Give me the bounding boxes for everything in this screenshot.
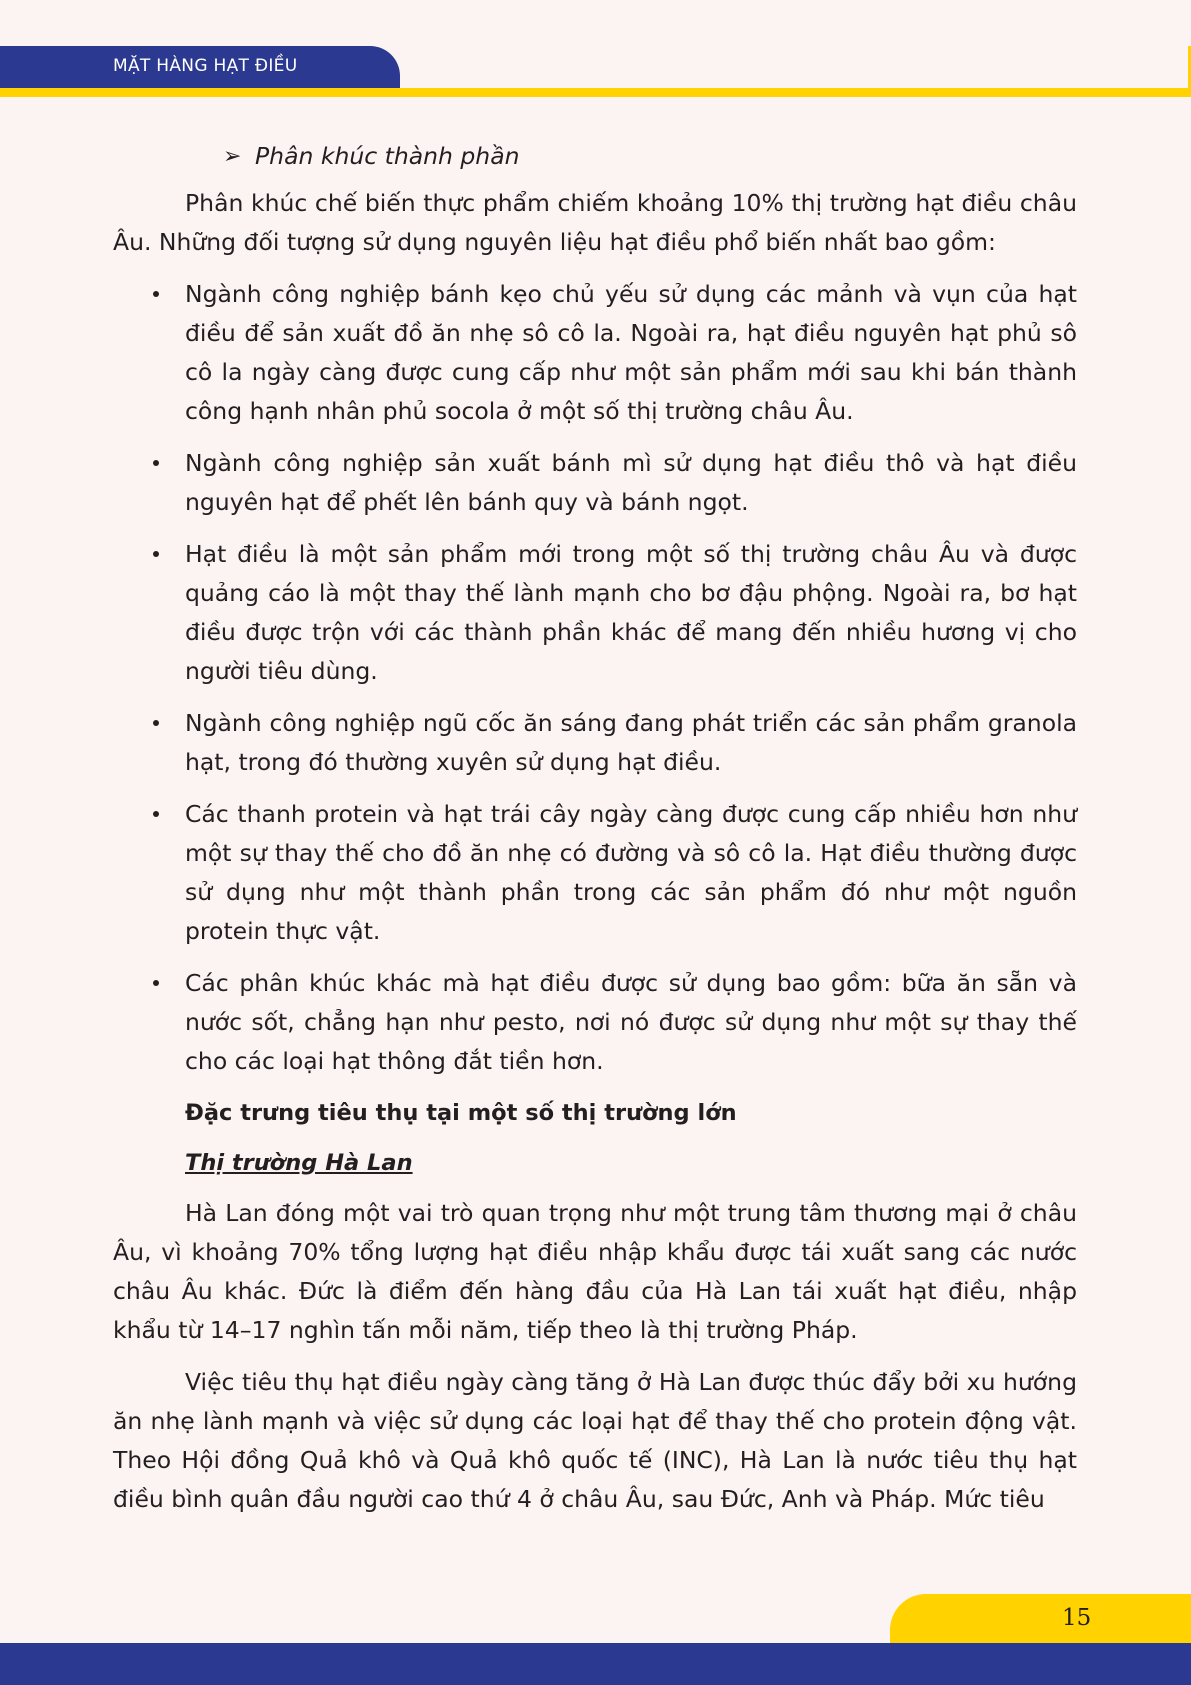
bullet-dot-icon <box>153 551 159 557</box>
bullet-dot-icon <box>153 980 159 986</box>
section-heading: Đặc trưng tiêu thụ tại một số thị trường lớn <box>185 1100 737 1126</box>
bullet-dot-icon <box>153 720 159 726</box>
list-item <box>113 275 1077 431</box>
footer-bar <box>0 1643 1191 1685</box>
page-content <box>113 137 1077 1532</box>
bullet-dot-icon <box>153 291 159 297</box>
list-item-text: Các thanh protein và hạt trái cây ngày càng được cung cấp nhiều hơn như một sự thay thế cho đồ ăn nhẹ có đường và sô cô la. Hạt điều thường được sử dụng như một thành phần trong các sản phẩm đó như một nguồn protein thực vật. <box>185 800 1077 945</box>
bullet-list <box>113 275 1077 1081</box>
list-item <box>113 535 1077 691</box>
list-item <box>113 704 1077 782</box>
body-paragraph-2: Việc tiêu thụ hạt điều ngày càng tăng ở Hà Lan được thúc đẩy bởi xu hướng ăn nhẹ lành mạnh và việc sử dụng các loại hạt để thay thế cho protein động vật. Theo Hội đồng Quả khô và Quả khô quốc tế (INC), Hà Lan là nước tiêu thụ hạt điều bình quân đầu người cao thứ 4 ở châu Âu, sau Đức, Anh và Pháp. Mức tiêu <box>113 1368 1077 1513</box>
intro-paragraph: Phân khúc chế biến thực phẩm chiếm khoảng 10% thị trường hạt điều châu Âu. Những đối tượng sử dụng nguyên liệu hạt điều phổ biến nhất bao gồm: <box>113 189 1077 256</box>
arrow-bullet-icon: ➢ <box>223 144 242 169</box>
list-item <box>113 964 1077 1081</box>
list-item-text: Các phân khúc khác mà hạt điều được sử dụng bao gồm: bữa ăn sẵn và nước sốt, chẳng hạn như pesto, nơi nó được sử dụng như một sự thay thế cho các loại hạt thông đắt tiền hơn. <box>185 969 1077 1075</box>
footer-tab <box>890 1594 1191 1644</box>
list-item-text: Ngành công nghiệp sản xuất bánh mì sử dụng hạt điều thô và hạt điều nguyên hạt để phết lên bánh quy và bánh ngọt. <box>185 449 1077 516</box>
market-heading: Thị trường Hà Lan <box>185 1150 413 1176</box>
bullet-dot-icon <box>153 460 159 466</box>
body-paragraph-1: Hà Lan đóng một vai trò quan trọng như một trung tâm thương mại ở châu Âu, vì khoảng 70% tổng lượng hạt điều nhập khẩu được tái xuất sang các nước châu Âu khác. Đức là điểm đến hàng đầu của Hà Lan tái xuất hạt điều, nhập khẩu từ 14–17 nghìn tấn mỗi năm, tiếp theo là thị trường Pháp. <box>113 1199 1077 1344</box>
header-title: MẶT HÀNG HẠT ĐIỀU <box>113 56 298 76</box>
page-number: 15 <box>1062 1605 1092 1631</box>
section-subheading <box>113 137 1077 176</box>
list-item-text: Ngành công nghiệp ngũ cốc ăn sáng đang phát triển các sản phẩm granola hạt, trong đó thường xuyên sử dụng hạt điều. <box>185 709 1077 776</box>
bullet-dot-icon <box>153 811 159 817</box>
list-item-text: Hạt điều là một sản phẩm mới trong một số thị trường châu Âu và được quảng cáo là một thay thế lành mạnh cho bơ đậu phộng. Ngoài ra, bơ hạt điều được trộn với các thành phần khác để mang đến nhiều hương vị cho người tiêu dùng. <box>185 540 1077 685</box>
list-item-text: Ngành công nghiệp bánh kẹo chủ yếu sử dụng các mảnh và vụn của hạt điều để sản xuất đồ ăn nhẹ sô cô la. Ngoài ra, hạt điều nguyên hạt phủ sô cô la ngày càng được cung cấp như một sản phẩm mới sau khi bán thành công hạnh nhân phủ socola ở một số thị trường châu Âu. <box>185 280 1077 425</box>
list-item <box>113 444 1077 522</box>
list-item <box>113 795 1077 951</box>
header-divider <box>0 88 1191 97</box>
subheading-text: Phân khúc thành phần <box>255 142 520 170</box>
